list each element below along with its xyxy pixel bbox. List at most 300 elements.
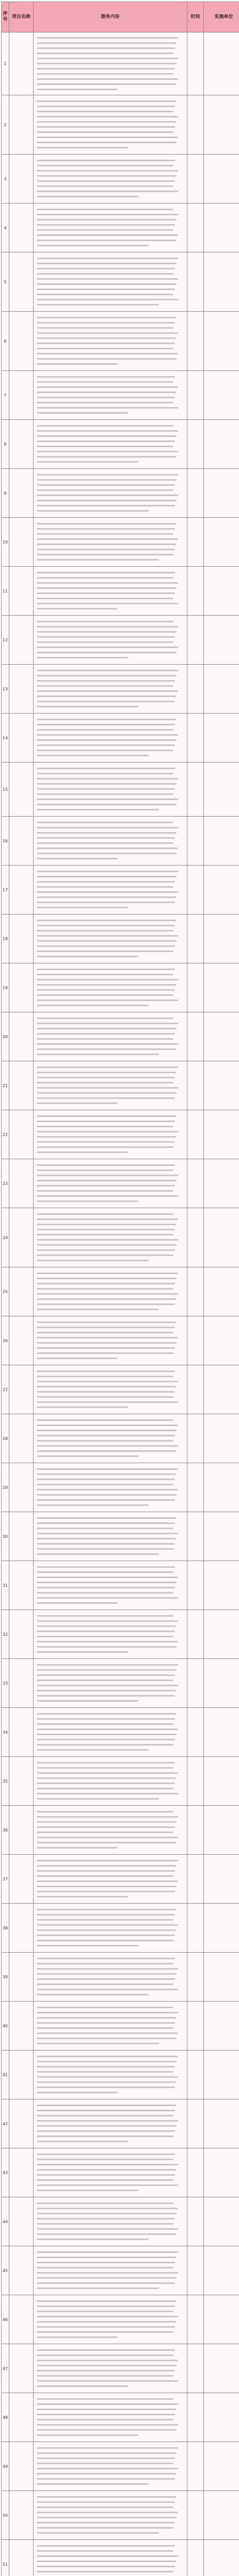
table-row [2, 204, 239, 252]
content-line [37, 999, 178, 1001]
content-line [37, 1924, 178, 1926]
content-line [37, 871, 178, 872]
content-line [37, 1870, 175, 1872]
content-text-block [37, 2251, 184, 2289]
row-number: 7 [2, 371, 9, 420]
row-name [9, 1610, 34, 1659]
row-number: 6 [2, 312, 9, 371]
row-date [187, 1561, 204, 1610]
row-date [187, 1012, 204, 1061]
content-line [37, 2110, 175, 2111]
content-line [37, 1494, 177, 1496]
table-row [2, 714, 239, 762]
table-row [2, 2540, 239, 2576]
content-line [37, 549, 175, 550]
row-unit [204, 866, 239, 914]
row-unit [204, 616, 239, 665]
row-date [187, 1708, 204, 1757]
content-line [37, 214, 178, 215]
row-content [34, 518, 187, 567]
row-name [9, 762, 34, 817]
content-line [37, 1749, 149, 1751]
content-line [37, 1468, 178, 1470]
row-content [34, 2099, 187, 2148]
row-number: 17 [2, 866, 9, 914]
content-line [37, 1121, 175, 1122]
content-line [37, 1994, 149, 1995]
row-content [34, 1012, 187, 1061]
content-line [37, 1896, 128, 1897]
content-line [37, 1695, 175, 1697]
row-date [187, 1806, 204, 1855]
content-line [37, 2447, 178, 2449]
content-line [37, 2125, 177, 2127]
row-name [9, 518, 34, 567]
content-line [37, 2336, 118, 2338]
content-text-block [37, 160, 184, 197]
content-line [37, 191, 178, 192]
content-line [37, 925, 175, 926]
row-unit [204, 1855, 239, 1904]
content-line [37, 2380, 178, 2382]
content-line [37, 1023, 178, 1024]
row-content [34, 2295, 187, 2344]
content-line [37, 1641, 178, 1642]
content-line [37, 1978, 175, 1980]
content-line [37, 1625, 177, 1627]
content-text-block [37, 1566, 184, 1604]
content-line [37, 1440, 173, 1442]
row-name [9, 1463, 34, 1512]
content-line [37, 1038, 173, 1040]
row-name [9, 2442, 34, 2491]
row-unit [204, 567, 239, 616]
row-number: 29 [2, 1463, 9, 1512]
row-number: 3 [2, 155, 9, 204]
table-row [2, 2442, 239, 2491]
content-line [37, 2385, 128, 2387]
content-line [37, 209, 173, 210]
content-line [37, 2506, 173, 2508]
row-number: 14 [2, 714, 9, 762]
row-number: 30 [2, 1512, 9, 1561]
content-line [37, 1347, 175, 1349]
row-date [187, 2148, 204, 2197]
content-line [37, 2527, 173, 2529]
content-line [37, 1891, 175, 1892]
content-line [37, 229, 173, 231]
row-name [9, 1904, 34, 1953]
row-content [34, 252, 187, 312]
row-number: 18 [2, 914, 9, 963]
content-line [37, 2429, 177, 2431]
content-line [37, 2316, 178, 2317]
content-line [37, 332, 178, 334]
row-number: 44 [2, 2197, 9, 2246]
row-name [9, 469, 34, 518]
content-line [37, 1816, 178, 1818]
table-body [2, 32, 239, 2576]
content-line [37, 1097, 175, 1099]
content-text-block [37, 523, 184, 561]
content-line [37, 2233, 177, 2235]
row-content [34, 1512, 187, 1561]
content-line [37, 1484, 173, 1485]
content-line [37, 2007, 173, 2008]
content-line [37, 165, 173, 166]
content-line [37, 1072, 177, 1073]
table-row [2, 1904, 239, 1953]
content-line [37, 1054, 159, 1055]
row-number: 22 [2, 1110, 9, 1159]
table-row [2, 1159, 239, 1208]
row-content [34, 567, 187, 616]
row-unit [204, 2295, 239, 2344]
content-line [37, 2282, 175, 2284]
content-line [37, 2300, 177, 2302]
content-line [37, 1592, 173, 1594]
row-unit [204, 2491, 239, 2540]
row-number: 8 [2, 420, 9, 469]
row-unit [204, 1904, 239, 1953]
row-unit [204, 1659, 239, 1708]
content-line [37, 1788, 173, 1789]
row-content [34, 1061, 187, 1110]
content-line [37, 147, 128, 148]
table-row [2, 1061, 239, 1110]
content-line [37, 2066, 175, 2067]
content-line [37, 1479, 175, 1480]
content-text-block [37, 2398, 184, 2436]
content-line [37, 2517, 177, 2518]
row-name [9, 312, 34, 371]
content-line [37, 1504, 149, 1506]
content-line [37, 2532, 159, 2534]
content-text-block [37, 1213, 184, 1261]
row-content [34, 1953, 187, 2002]
content-line [37, 1239, 178, 1241]
row-content [34, 817, 187, 866]
row-name [9, 1414, 34, 1463]
table-row [2, 32, 239, 95]
row-name [9, 1708, 34, 1757]
row-unit [204, 1561, 239, 1610]
content-line [37, 582, 178, 584]
row-number: 43 [2, 2148, 9, 2197]
content-line [37, 1772, 178, 1774]
content-line [37, 2473, 177, 2475]
row-unit [204, 2344, 239, 2393]
header-name: 项目名称 [9, 2, 34, 32]
content-line [37, 1028, 177, 1029]
table-row [2, 1512, 239, 1561]
row-unit [204, 1012, 239, 1061]
content-line [37, 196, 138, 197]
row-content [34, 1561, 187, 1610]
content-line [37, 837, 175, 839]
table-row [2, 2295, 239, 2344]
row-content [34, 420, 187, 469]
content-text-block [37, 1713, 184, 1751]
row-name [9, 963, 34, 1012]
content-line [37, 1218, 178, 1220]
content-line [37, 1195, 178, 1197]
row-date [187, 1659, 204, 1708]
content-line [37, 1919, 173, 1921]
content-line [37, 724, 175, 725]
row-content [34, 312, 187, 371]
content-text-block [37, 2105, 184, 2142]
row-content [34, 1267, 187, 1316]
row-unit [204, 1463, 239, 1512]
row-name [9, 2002, 34, 2050]
content-line [37, 680, 175, 682]
row-unit [204, 204, 239, 252]
content-line [37, 258, 178, 259]
content-line [37, 1783, 175, 1784]
table-row [2, 518, 239, 567]
row-content [34, 2002, 187, 2050]
row-name [9, 1208, 34, 1267]
table-row [2, 1414, 239, 1463]
content-line [37, 1945, 138, 1946]
content-line [37, 1048, 177, 1050]
content-line [37, 451, 178, 452]
row-unit [204, 1110, 239, 1159]
content-line [37, 376, 175, 378]
content-line [37, 37, 178, 39]
row-number: 32 [2, 1610, 9, 1659]
table-row [2, 95, 239, 155]
row-number: 2 [2, 95, 9, 155]
content-line [37, 245, 149, 246]
content-line [37, 397, 175, 398]
row-date [187, 567, 204, 616]
row-unit [204, 252, 239, 312]
content-line [37, 58, 178, 59]
content-line [37, 652, 177, 653]
row-number: 23 [2, 1159, 9, 1208]
content-line [37, 1734, 177, 1735]
content-line [37, 984, 177, 986]
row-number: 40 [2, 2002, 9, 2050]
content-line [37, 1860, 178, 1861]
content-line [37, 1082, 173, 1083]
row-unit [204, 963, 239, 1012]
row-number: 16 [2, 817, 9, 866]
content-line [37, 1989, 178, 1990]
content-line [37, 2105, 177, 2106]
content-line [37, 2038, 177, 2039]
content-line [37, 842, 173, 844]
table-row [2, 914, 239, 963]
content-line [37, 2354, 173, 2356]
content-line [37, 474, 178, 476]
content-line [37, 2434, 138, 2436]
content-line [37, 1577, 178, 1578]
content-line [37, 2287, 159, 2289]
content-line [37, 2272, 178, 2274]
content-line [37, 2306, 175, 2307]
row-unit [204, 2393, 239, 2442]
content-line [37, 224, 175, 226]
row-name [9, 1012, 34, 1061]
content-line [37, 2081, 177, 2083]
content-line [37, 626, 178, 628]
content-line [37, 2311, 173, 2312]
content-line [37, 1793, 178, 1794]
content-line [37, 2130, 175, 2132]
table-row [2, 2344, 239, 2393]
row-number: 25 [2, 1267, 9, 1316]
row-date [187, 2491, 204, 2540]
content-text-block [37, 1664, 184, 1702]
content-line [37, 1543, 175, 1545]
content-line [37, 1973, 177, 1975]
row-name [9, 2491, 34, 2540]
table-row [2, 2197, 239, 2246]
row-name [9, 1365, 34, 1414]
row-content [34, 2197, 187, 2246]
row-number: 10 [2, 518, 9, 567]
content-line [37, 2555, 178, 2557]
row-content [34, 2393, 187, 2442]
content-line [37, 881, 175, 883]
content-line [37, 2208, 178, 2209]
content-line [37, 495, 178, 496]
row-date [187, 1904, 204, 1953]
header-unit: 实施单位 [204, 2, 239, 32]
content-line [37, 657, 128, 658]
row-date [187, 963, 204, 1012]
content-line [37, 832, 177, 834]
row-name [9, 817, 34, 866]
content-line [37, 83, 177, 85]
content-line [37, 1914, 175, 1916]
table-row [2, 1610, 239, 1659]
content-line [37, 348, 173, 349]
content-line [37, 1886, 177, 1887]
row-date [187, 665, 204, 714]
content-line [37, 2056, 178, 2057]
content-line [37, 1690, 177, 1691]
row-name [9, 155, 34, 204]
row-number: 11 [2, 567, 9, 616]
content-line [37, 1043, 178, 1045]
content-line [37, 1370, 175, 1372]
row-name [9, 371, 34, 420]
content-line [37, 500, 177, 501]
content-line [37, 940, 177, 942]
content-line [37, 685, 173, 687]
content-text-block [37, 2154, 184, 2191]
row-content [34, 1463, 187, 1512]
row-unit [204, 1806, 239, 1855]
content-line [37, 1352, 173, 1354]
content-line [37, 1103, 118, 1104]
content-line [37, 2414, 175, 2415]
content-line [37, 2076, 178, 2078]
content-line [37, 2154, 175, 2155]
content-line [37, 2375, 173, 2377]
row-number: 34 [2, 1708, 9, 1757]
table-row [2, 1267, 239, 1316]
table-row [2, 1208, 239, 1267]
content-line [37, 343, 175, 344]
content-line [37, 1631, 175, 1632]
content-line [37, 381, 173, 383]
content-line [37, 675, 177, 676]
content-line [37, 1234, 173, 1235]
content-line [37, 1847, 118, 1849]
content-line [37, 1620, 178, 1622]
content-line [37, 2398, 173, 2400]
content-line [37, 170, 178, 172]
row-name [9, 2295, 34, 2344]
content-line [37, 2458, 175, 2459]
row-content [34, 616, 187, 665]
content-line [37, 1419, 173, 1421]
content-line [37, 2267, 173, 2268]
content-line [37, 641, 173, 643]
content-text-block [37, 2496, 184, 2534]
content-line [37, 2331, 173, 2333]
header-date: 时间 [187, 2, 204, 32]
table-row [2, 1855, 239, 1904]
content-text-block [37, 2056, 184, 2093]
content-line [37, 2478, 175, 2480]
content-line [37, 1321, 177, 1323]
content-line [37, 2012, 178, 2013]
row-content [34, 1904, 187, 1953]
content-line [37, 2370, 175, 2371]
content-line [37, 2277, 177, 2279]
content-line [37, 886, 173, 888]
content-line [37, 1700, 138, 1702]
content-line [37, 53, 173, 54]
row-number: 48 [2, 2393, 9, 2442]
row-name [9, 2246, 34, 2295]
row-date [187, 714, 204, 762]
row-date [187, 762, 204, 817]
row-number: 24 [2, 1208, 9, 1267]
content-line [37, 2061, 177, 2062]
content-line [37, 2251, 178, 2253]
content-line [37, 1126, 173, 1127]
content-line [37, 528, 175, 530]
content-line [37, 2164, 178, 2165]
row-date [187, 1365, 204, 1414]
content-line [37, 2184, 178, 2186]
content-line [37, 544, 177, 545]
content-text-block [37, 2349, 184, 2387]
content-line [37, 180, 175, 182]
row-unit [204, 714, 239, 762]
content-line [37, 1832, 173, 1833]
content-line [37, 47, 175, 49]
row-name [9, 665, 34, 714]
content-line [37, 1018, 173, 1019]
content-line [37, 788, 175, 790]
table-row [2, 371, 239, 420]
table-row [2, 665, 239, 714]
content-line [37, 2174, 175, 2176]
content-line [37, 2159, 173, 2160]
content-line [37, 1175, 178, 1176]
content-line [37, 1762, 175, 1764]
content-line [37, 670, 178, 671]
content-text-block [37, 621, 184, 658]
